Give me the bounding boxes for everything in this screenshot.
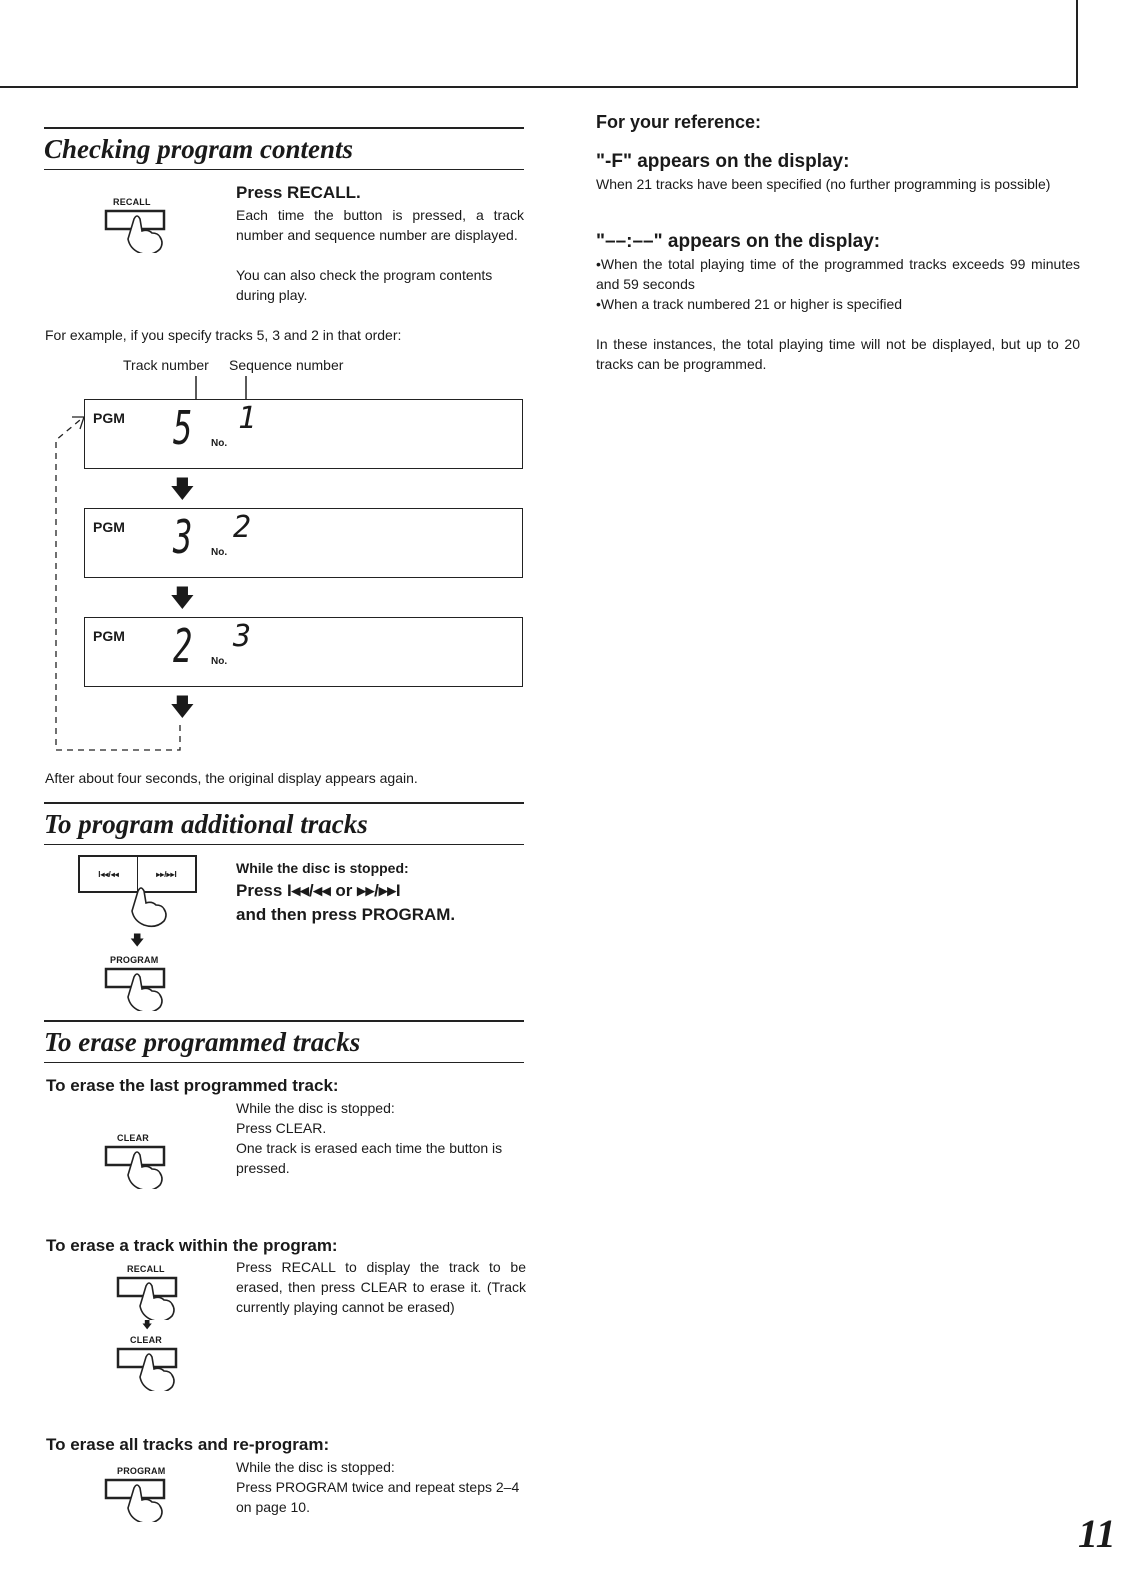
- additional-line-3: and then press PROGRAM.: [236, 905, 456, 924]
- dash-heading: "––:––" appears on the display:: [596, 231, 881, 252]
- example-text: For example, if you specify tracks 5, 3 and 2 in that order:: [45, 327, 402, 343]
- no-label: No.: [211, 547, 228, 558]
- erase-last-heading: To erase the last programmed track:: [46, 1076, 339, 1095]
- erase-all-line-2: Press PROGRAM twice and repeat steps 2–4 on page 10.: [236, 1479, 520, 1515]
- page-number: 11: [1078, 1511, 1116, 1556]
- program-button-label: PROGRAM: [110, 955, 159, 965]
- erase-all-line-1: While the disc is stopped:: [236, 1459, 395, 1475]
- header-frame: [0, 0, 1078, 88]
- section-title-checking: Checking program contents: [44, 127, 524, 170]
- skip-back-button: I◂◂/◂◂: [80, 857, 138, 891]
- program-button-label-2: PROGRAM: [117, 1466, 166, 1476]
- f-body: When 21 tracks have been specified (no further programming is possible): [596, 176, 1051, 192]
- down-arrow-small-2: 🡇: [142, 1320, 153, 1331]
- section-title-additional: To program additional tracks: [44, 802, 524, 845]
- additional-line-2: Press I◂◂/◂◂ or ▸▸/▸▸I: [236, 881, 401, 900]
- pgm-indicator: PGM: [93, 628, 125, 644]
- additional-line-1: While the disc is stopped:: [236, 860, 409, 876]
- track-digit: 3: [173, 510, 193, 564]
- pgm-indicator: PGM: [93, 410, 125, 426]
- down-arrow-3: 🡇: [170, 694, 195, 721]
- skip-forward-button: ▸▸/▸▸I: [156, 869, 177, 879]
- clear-button-label-2: CLEAR: [130, 1335, 162, 1345]
- erase-within-body: Press RECALL to display the track to be erased, then press CLEAR to erase it. (Track currently playing cannot be erased): [236, 1259, 526, 1315]
- sequence-digit: 2: [233, 510, 252, 545]
- track-digit: 2: [173, 619, 193, 673]
- recall-button-label: RECALL: [113, 197, 151, 207]
- no-label: No.: [211, 656, 228, 667]
- program-button-icon: [104, 963, 176, 1011]
- erase-all-heading: To erase all tracks and re-program:: [46, 1435, 330, 1454]
- recall-button-icon-2: [116, 1272, 188, 1320]
- label-sequence-number: Sequence number: [229, 357, 344, 373]
- erase-last-line-1: While the disc is stopped:: [236, 1100, 395, 1116]
- clear-button-icon: [104, 1141, 176, 1189]
- bullet-1: •When the total playing time of the programmed tracks exceeds 99 minutes and 59 seconds: [596, 256, 1080, 292]
- sequence-digit: 3: [233, 619, 252, 654]
- down-arrow-small: 🡇: [130, 932, 145, 948]
- clear-button-icon-2: [116, 1343, 188, 1391]
- erase-last-line-3: One track is erased each time the button is pressed.: [236, 1140, 503, 1176]
- down-arrow-1: 🡇: [170, 476, 195, 503]
- lcd-display-3: [84, 617, 523, 687]
- pgm-indicator: PGM: [93, 519, 125, 535]
- hand-press-icon: [128, 885, 178, 933]
- sequence-digit: 1: [238, 401, 257, 436]
- lcd-display-1: [84, 399, 523, 469]
- checking-body-1: Each time the button is pressed, a track number and sequence number are displayed.: [236, 207, 524, 243]
- lcd-display-2: [84, 508, 523, 578]
- reference-closing: In these instances, the total playing time will not be displayed, but up to 20 tracks can be programmed.: [596, 336, 1080, 372]
- recall-button-label-2: RECALL: [127, 1264, 165, 1274]
- section-title-erase: To erase programmed tracks: [44, 1020, 524, 1063]
- checking-body-2: You can also check the program contents during play.: [236, 267, 493, 303]
- no-label: No.: [211, 438, 228, 449]
- reference-title: For your reference:: [596, 112, 762, 132]
- label-track-number: Track number: [123, 357, 209, 373]
- f-heading: "-F" appears on the display:: [596, 151, 850, 172]
- bullet-2: •When a track numbered 21 or higher is specified: [596, 296, 903, 312]
- program-button-icon-2: [104, 1474, 176, 1522]
- recall-button-icon: [104, 205, 176, 253]
- track-digit: 5: [173, 401, 193, 455]
- erase-within-heading: To erase a track within the program:: [46, 1236, 338, 1255]
- down-arrow-2: 🡇: [170, 585, 195, 612]
- erase-last-line-2: Press CLEAR.: [236, 1120, 327, 1136]
- checking-heading: Press RECALL.: [236, 183, 361, 202]
- after-text: After about four seconds, the original display appears again.: [45, 770, 418, 786]
- clear-button-label: CLEAR: [117, 1133, 149, 1143]
